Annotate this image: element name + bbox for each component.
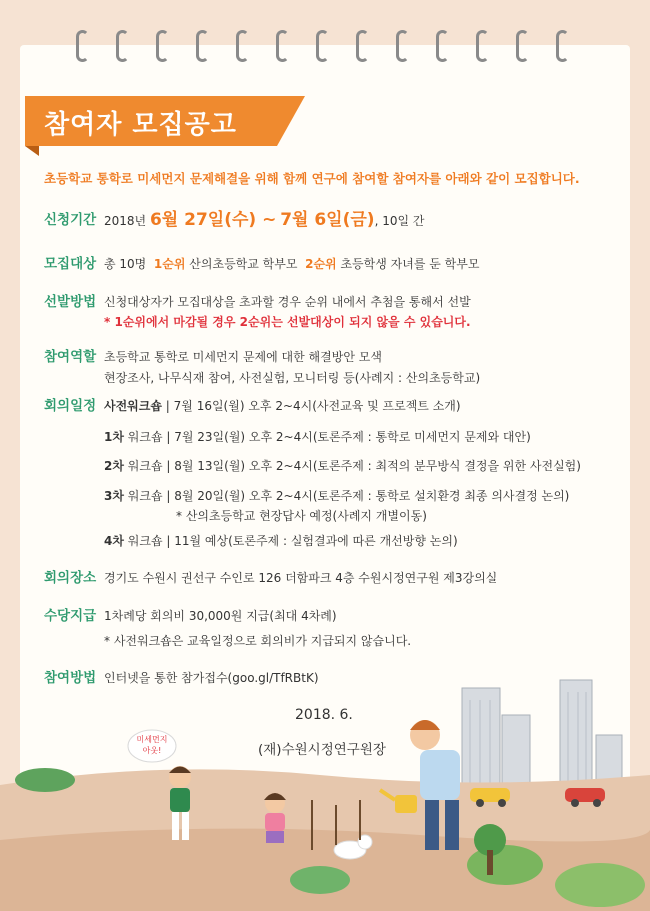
target-rank1-text: 산의초등학교 학부모 (189, 257, 298, 271)
schedule-item-detail: | 8월 13일(월) 오후 2~4시(토론주제 : 최적의 분무방식 결정을 위한 사전실험) (166, 459, 581, 473)
method-value: 인터넷을 통한 참가접수(goo.gl/TfRBtK) (104, 671, 319, 685)
target-rank2: 2순위 (305, 257, 337, 271)
schedule-item-detail: | 8월 20일(월) 오후 2~4시(토론주제 : 통학로 설치환경 최종 의사결정 논의) (166, 489, 570, 503)
period-value (104, 210, 614, 231)
schedule-label: 회의일정 (44, 398, 97, 414)
period-end: 7월 6일(금) (280, 210, 375, 230)
ring-icon (396, 30, 409, 62)
schedule-item-name: 사전워크숍 (104, 399, 162, 413)
selection-line1: 신청대상자가 모집대상을 초과할 경우 순위 내에서 추첨을 통해서 선발 (104, 295, 471, 309)
allowance-value: 1차례당 회의비 30,000원 지급(최대 4차례) (104, 609, 337, 623)
ring-icon (76, 30, 89, 62)
ring-icon (156, 30, 169, 62)
ring-icon (316, 30, 329, 62)
role-line2: 현장조사, 나무식재 참여, 사전실험, 모니터링 등(사례지 : 산의초등학교) (104, 371, 481, 385)
schedule-item-suffix: 워크숍 (123, 459, 163, 473)
ring-icon (436, 30, 449, 62)
target-rank1: 1순위 (153, 257, 186, 271)
speech-text-1: 미세먼지 (136, 735, 168, 744)
target-label: 모집대상 (44, 256, 97, 272)
target-value (104, 254, 614, 274)
schedule-item-name: 3차 (104, 489, 124, 503)
allowance-note: * 사전워크숍은 교육일정으로 회의비가 지급되지 않습니다. (104, 634, 412, 648)
organization-name: (재)수원시정연구원장 (258, 742, 386, 758)
schedule-item-suffix: 워크숍 (123, 534, 163, 548)
page-title: 참여자 모집공고 (44, 110, 237, 140)
selection-note: * 1순위에서 마감될 경우 2순위는 선발대상이 되지 않을 수 있습니다. (104, 315, 471, 329)
speech-text-2: 아웃! (142, 746, 162, 755)
period-prefix: 2018년 (104, 214, 147, 228)
park-illustration (0, 660, 650, 911)
schedule-item (104, 456, 614, 476)
intro-text: 초등학교 통학로 미세먼지 문제해결을 위해 함께 연구에 참여할 참여자를 아래와 같이 모집합니다. (44, 171, 580, 186)
bush-icon (555, 863, 645, 907)
period-sep: ~ (256, 210, 277, 230)
schedule-item-name: 4차 (104, 534, 124, 548)
schedule-item (104, 396, 614, 416)
ring-icon (276, 30, 289, 62)
target-rank2-text: 초등학생 자녀를 둔 학부모 (340, 257, 480, 271)
ring-icon (196, 30, 209, 62)
bush-icon (290, 866, 350, 894)
period-start: 6월 27일(수) (149, 210, 257, 230)
venue-value: 경기도 수원시 권선구 수인로 126 더함파크 4층 수원시정연구원 제3강의실 (104, 571, 498, 585)
spiral-binding (76, 30, 576, 70)
schedule-item-name: 2차 (104, 459, 124, 473)
schedule-item-suffix: 워크숍 (123, 430, 163, 444)
girl-figure (264, 793, 286, 843)
schedule-item-sub: * 산의초등학교 현장답사 예정(사례지 개별이동) (176, 509, 427, 523)
role-label: 참여역할 (44, 349, 97, 365)
speech-bubble (128, 730, 176, 762)
ring-icon (516, 30, 529, 62)
bush-icon (15, 768, 75, 792)
ring-icon (476, 30, 489, 62)
schedule-item-name: 1차 (104, 430, 124, 444)
selection-label: 선발방법 (44, 294, 97, 310)
schedule-item-suffix: 워크숍 (123, 489, 163, 503)
allowance-label: 수당지급 (44, 608, 97, 624)
method-label: 참여방법 (44, 670, 97, 686)
period-label: 신청기간 (44, 212, 97, 228)
schedule-item-detail: | 7월 23일(월) 오후 2~4시(토론주제 : 통학로 미세먼지 문제와 대안) (166, 430, 531, 444)
target-count: 총 10명 (104, 257, 147, 271)
schedule-item (104, 427, 614, 447)
schedule-item (104, 531, 614, 551)
ring-icon (236, 30, 249, 62)
ring-icon (556, 30, 569, 62)
schedule-item-detail: | 7월 16일(월) 오후 2~4시(사전교육 및 프로젝트 소개) (165, 399, 461, 413)
ring-icon (356, 30, 369, 62)
ring-icon (116, 30, 129, 62)
schedule-item-detail: | 11월 예상(토론주제 : 실험결과에 따른 개선방향 논의) (166, 534, 458, 548)
notice-date: 2018. 6. (295, 707, 353, 723)
venue-label: 회의장소 (44, 570, 97, 586)
period-suffix: , 10일 간 (374, 214, 425, 228)
schedule-item (104, 486, 614, 506)
role-line1: 초등학교 통학로 미세먼지 문제에 대한 해결방안 모색 (104, 350, 382, 364)
